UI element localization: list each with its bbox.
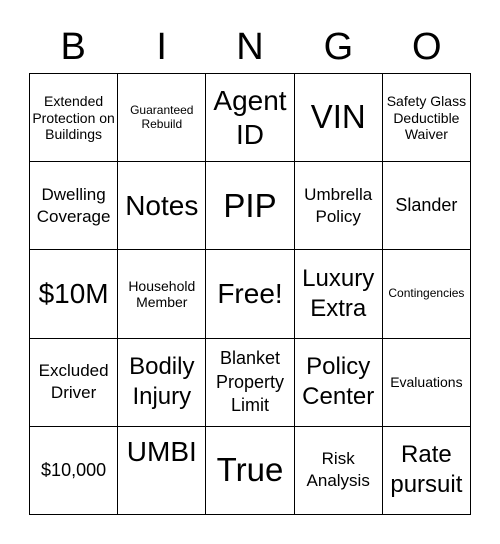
free-space-label: Free! [217,278,283,310]
cell-label: Dwelling Coverage [36,184,111,226]
cell-label: Evaluations [390,374,463,391]
cell-label: PIP [223,186,277,224]
bingo-cell[interactable] [30,250,118,338]
bingo-cell[interactable] [295,162,383,250]
cell-label: Household Member [128,277,196,310]
bingo-cell[interactable] [295,339,383,427]
cell-label: Extended Protection on Buildings [32,93,115,142]
bingo-cell[interactable] [295,74,383,162]
bingo-cell[interactable] [118,74,206,162]
bingo-cell[interactable] [118,162,206,250]
bingo-card-grid [29,73,471,515]
bingo-cell[interactable] [206,162,294,250]
header-letter-g: G [323,26,354,68]
cell-label: Slander [395,195,458,216]
bingo-cell[interactable] [206,339,294,427]
bingo-header [29,22,471,72]
cell-label: True [216,451,284,489]
bingo-cell[interactable] [383,427,471,515]
cell-label: Policy Center [302,353,375,411]
bingo-cell[interactable] [383,162,471,250]
cell-label: Bodily Injury [129,353,195,411]
header-letter-i: I [156,26,167,68]
cell-label: Umbrella Policy [304,184,373,226]
cell-label: Contingencies [388,286,465,301]
cell-label: Notes [125,189,199,221]
cell-label: Risk Analysis [306,449,370,491]
bingo-cell[interactable] [30,162,118,250]
header-letter-n: N [236,26,264,68]
free-space-cell[interactable] [206,250,294,338]
cell-label: Agent ID [213,85,287,150]
cell-label: VIN [310,98,366,136]
cell-label: UMBI [126,435,197,467]
cell-label: Blanket Property Limit [215,348,284,415]
cell-label: Safety Glass Deductible Waiver [386,93,467,142]
bingo-cell[interactable] [30,339,118,427]
bingo-cell[interactable] [30,74,118,162]
bingo-cell[interactable] [118,339,206,427]
bingo-cell[interactable] [30,427,118,515]
cell-label: $10M [38,278,109,310]
bingo-cell[interactable] [383,339,471,427]
cell-label: Guaranteed Rebuild [130,102,194,131]
header-letter-b: B [60,26,86,68]
bingo-cell[interactable] [383,250,471,338]
bingo-cell[interactable] [118,427,206,515]
bingo-cell[interactable] [206,74,294,162]
cell-label: Excluded Driver [38,361,109,403]
bingo-cell[interactable] [206,427,294,515]
bingo-cell[interactable] [295,427,383,515]
cell-label: $10,000 [41,459,107,480]
cell-label: Rate pursuit [390,441,463,499]
bingo-cell[interactable] [383,74,471,162]
bingo-cell[interactable] [295,250,383,338]
bingo-cell[interactable] [118,250,206,338]
header-letter-o: O [412,26,442,68]
cell-label: Luxury Extra [302,264,375,322]
